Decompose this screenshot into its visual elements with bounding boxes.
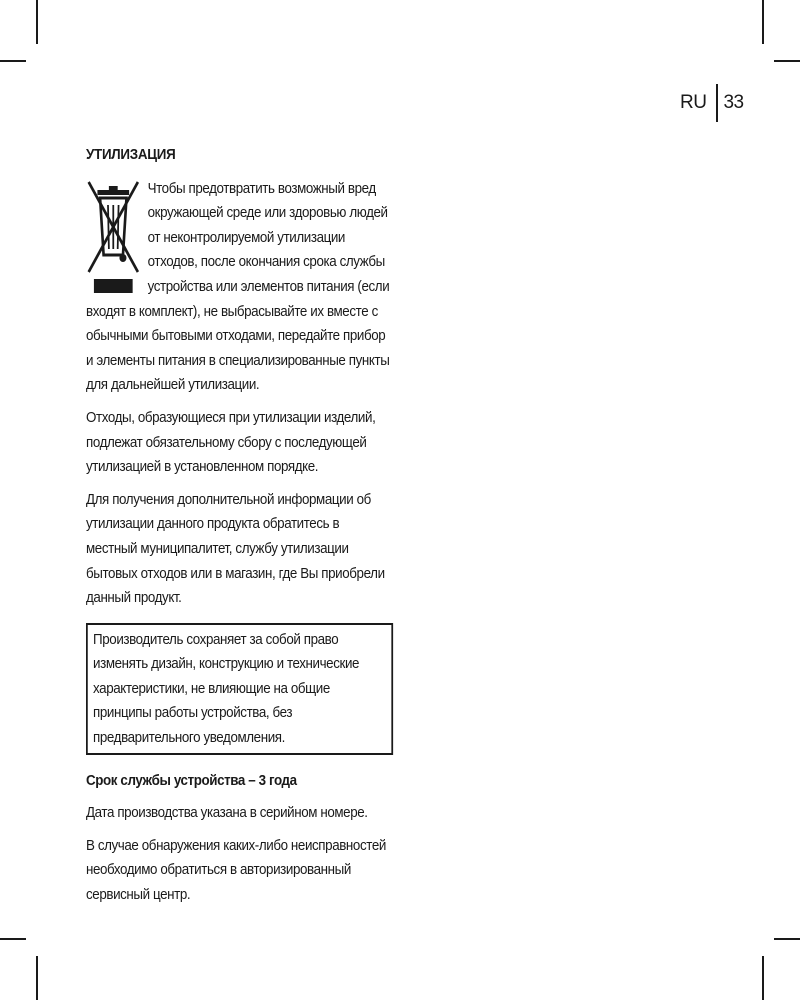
crop-mark-bottom-left-vertical [36,956,38,1000]
production-date-note: Дата производства указана в серийном номере. [86,804,368,822]
service-center-note: В случае обнаружения каких-либо неисправностей необходимо обратиться в авторизированный сервисный центр. [86,836,386,904]
manufacturer-notice-text: Производитель сохраняет за собой право изменять дизайн, конструкцию и технические характеристики, не влияющие на общие принципы работы устройства, без предварительного уведомления. [93,630,360,747]
disposal-intro [86,177,392,398]
header-divider [716,84,718,122]
manufacturer-notice-box [86,623,393,755]
crop-mark-top-left-vertical [36,0,38,44]
page-number: 33 [723,92,744,113]
crop-mark-top-right-vertical [762,0,764,44]
waste-collection-paragraph: Отходы, образующиеся при утилизации изделий, подлежат обязательному сбору с последующей утилизацией в установленном порядке. [86,408,376,476]
section-title: УТИЛИЗАЦИЯ [86,146,176,163]
disposal-paragraph: Чтобы предотвратить возможный вред окружающей среде или здоровью людей от неконтролируемой утилизации отходов, после окончания срока службы устройства или элементов питания (если входят в комплект), не выбрасывайте их вместе с обычными бытовыми отходами, передайте прибор и элементы питания в специализированные пункты для дальнейшей утилизации. [86,179,390,394]
crop-mark-top-right-horizontal [774,60,800,62]
more-info-paragraph: Для получения дополнительной информации об утилизации данного продукта обратитесь в местный муниципалитет, службу утилизации бытовых отходов или в магазин, где Вы приобрели данный продукт. [86,490,385,607]
disposal-section [86,143,392,916]
crop-mark-top-left-horizontal [0,60,26,62]
crop-mark-bottom-right-horizontal [774,938,800,940]
page-header [680,88,744,118]
service-life-title: Срок службы устройства – 3 года [86,771,297,789]
crossed-out-wheelie-bin-icon [86,179,141,299]
language-code: RU [680,92,707,113]
crop-mark-bottom-left-horizontal [0,938,26,940]
crop-mark-bottom-right-vertical [762,956,764,1000]
